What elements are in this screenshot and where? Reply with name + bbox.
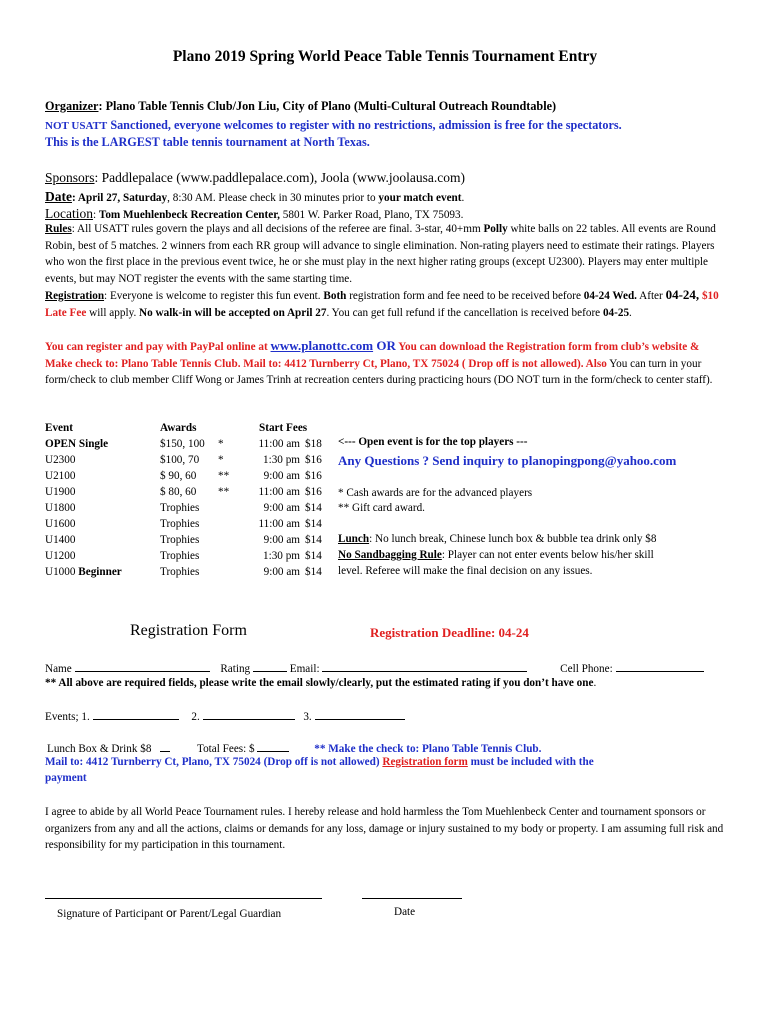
organizer-label: Organizer bbox=[45, 99, 99, 113]
lunch-fees-row bbox=[47, 740, 541, 755]
lunch-box-label: Lunch Box & Drink $8 bbox=[47, 743, 152, 755]
registration-text-b: registration form and fee need to be received before bbox=[346, 290, 584, 302]
event-start-time: 9:00 am bbox=[263, 566, 300, 578]
date-caption: Date bbox=[394, 906, 416, 918]
registration-text-e: . You can get full refund if the cancellation is received before bbox=[326, 306, 603, 319]
location-address: 5801 W. Parker Road, Plano, TX 75093. bbox=[279, 209, 464, 221]
location-label: Location bbox=[45, 206, 93, 221]
event-fee: $14 bbox=[305, 566, 322, 578]
registration-text-d: will apply. bbox=[86, 306, 140, 319]
registration-paragraph bbox=[45, 287, 727, 321]
total-fees-field[interactable] bbox=[257, 740, 289, 752]
event-1-field[interactable] bbox=[93, 708, 179, 720]
total-fees-label: Total Fees: $ bbox=[197, 743, 255, 755]
event-2-field[interactable] bbox=[203, 708, 295, 720]
location-line bbox=[45, 206, 463, 222]
date-line-field[interactable] bbox=[362, 898, 462, 899]
notice-sanctioned: Sanctioned, everyone welcomes to register with no restrictions, admission is free for the spectators. bbox=[107, 118, 622, 132]
registration-both: Both bbox=[323, 290, 347, 302]
event-award: Trophies bbox=[160, 534, 200, 546]
required-note-text: ** All above are required fields, please write the email slowly/clearly, put the estimated rating if you don’t have one bbox=[45, 677, 594, 689]
event-start-time: 1:30 pm bbox=[263, 550, 300, 562]
event-start-time: 11:00 am bbox=[258, 438, 300, 450]
planottc-link[interactable]: www.planottc.com bbox=[270, 338, 374, 353]
name-label: Name bbox=[45, 663, 72, 675]
event-start-time: 11:00 am bbox=[258, 486, 300, 498]
fee-column bbox=[305, 436, 322, 580]
location-colon: : bbox=[92, 209, 99, 221]
event-name: U1800 bbox=[45, 502, 76, 514]
mail-instructions-payment: payment bbox=[45, 772, 87, 784]
registration-text-f: . bbox=[629, 306, 632, 319]
email-field[interactable] bbox=[322, 660, 527, 672]
paypal-or: OR bbox=[373, 338, 396, 353]
questions-contact: Any Questions ? Send inquiry to planopingpong@yahoo.com bbox=[338, 453, 677, 468]
sandbagging-rule bbox=[338, 549, 654, 561]
event-name: U1900 bbox=[45, 486, 76, 498]
organizer-line bbox=[45, 99, 556, 114]
rating-label: Rating bbox=[220, 663, 251, 675]
date-value: April 27, Saturday bbox=[75, 192, 168, 204]
lunch-text: : No lunch break, Chinese lunch box & bubble tea drink only $8 bbox=[369, 533, 657, 545]
open-event-note: <--- Open event is for the top players --- bbox=[338, 436, 528, 448]
rating-field[interactable] bbox=[253, 660, 287, 672]
registration-text-a: : Everyone is welcome to register this fun event. bbox=[104, 290, 324, 302]
event-award bbox=[160, 436, 224, 452]
name-rating-row bbox=[45, 660, 704, 675]
rules-text-a: : All USATT rules govern the plays and all decisions of the referee are final. 3-star, 40+mm bbox=[71, 223, 484, 235]
event-fee: $14 bbox=[305, 502, 322, 514]
paypal-paragraph bbox=[45, 338, 727, 389]
organizer-text: : Plano Table Tennis Club/Jon Liu, City of Plano (Multi-Cultural Outreach Roundtable) bbox=[98, 99, 557, 113]
event-name: OPEN Single bbox=[45, 438, 109, 450]
event-fee: $14 bbox=[305, 534, 322, 546]
signature-or: or bbox=[166, 906, 177, 920]
sandbagging-text: : Player can not enter events below his/her skill bbox=[441, 549, 654, 561]
date-line bbox=[45, 189, 464, 205]
date-label: Date bbox=[45, 189, 72, 204]
beginner-label: Beginner bbox=[75, 566, 122, 578]
notice-line-1 bbox=[45, 118, 622, 133]
events-header-awards: Awards bbox=[160, 422, 197, 434]
event-name: U1400 bbox=[45, 534, 76, 546]
events-column bbox=[45, 436, 122, 580]
notice-not-usatt: NOT USATT bbox=[45, 120, 108, 132]
events-header-start-fees: Start Fees bbox=[259, 422, 308, 434]
sponsors-label: Sponsors bbox=[45, 170, 95, 185]
event-fee: $16 bbox=[305, 454, 322, 466]
event-start-time: 9:00 am bbox=[263, 534, 300, 546]
rules-polly: Polly bbox=[483, 223, 508, 235]
event-3-label: 3. bbox=[303, 711, 312, 723]
event-name: U2100 bbox=[45, 470, 76, 482]
event-name: U1600 bbox=[45, 518, 76, 530]
registration-deadline: Registration Deadline: 04-24 bbox=[370, 625, 529, 640]
sponsors-line bbox=[45, 170, 465, 186]
signature-guardian-label: Parent/Legal Guardian bbox=[176, 908, 282, 920]
page-title: Plano 2019 Spring World Peace Table Tennis Tournament Entry bbox=[172, 48, 598, 65]
event-award bbox=[160, 484, 230, 500]
event-start-time: 9:00 am bbox=[263, 502, 300, 514]
paypal-also: Also bbox=[583, 357, 607, 370]
event-fee: $14 bbox=[305, 518, 322, 530]
registration-after-date: 04-24, bbox=[665, 287, 700, 302]
event-award bbox=[160, 452, 224, 468]
start-time-column bbox=[240, 436, 300, 580]
event-start-time: 9:00 am bbox=[263, 470, 300, 482]
cell-phone-field[interactable] bbox=[616, 660, 704, 672]
award-mark: ** bbox=[218, 470, 230, 482]
event-fee: $16 bbox=[305, 470, 322, 482]
cell-phone-label: Cell Phone: bbox=[560, 663, 613, 675]
event-name: U1200 bbox=[45, 550, 76, 562]
mail-instructions bbox=[45, 756, 594, 768]
event-award: Trophies bbox=[160, 566, 200, 578]
registration-form-heading: Registration Form bbox=[130, 622, 247, 639]
rules-text-b: white balls on 22 tables. All events are Round Robin, best of 5 matches. 2 winners from each RR group will advance to single elimination. Non-rating players need to estimate their ratings. Players who won the first place in the previous event twice, he or she must play in the next higher rating groups (except U2300). Players may enter multiple events, but may NOT register the events with the same starting time. bbox=[45, 223, 716, 285]
required-note-end: . bbox=[593, 677, 597, 689]
award-amount: $ 80, 60 bbox=[160, 486, 197, 498]
event-3-field[interactable] bbox=[315, 708, 405, 720]
email-label: Email: bbox=[289, 663, 320, 675]
award-amount: $ 90, 60 bbox=[160, 470, 197, 482]
gift-card-note: ** Gift card award. bbox=[338, 502, 425, 514]
sandbagging-rule-cont: level. Referee will make the final decision on any issues. bbox=[338, 565, 593, 577]
agreement-paragraph: I agree to abide by all World Peace Tournament rules. I hereby release and hold harmless the Tom Muehlenbeck Center and tournament sponsors or organizers from any and all the actions, claims or demands for any loss, damage or injury sustained to my body or property. I am assuming full risk and responsibility for my participation in this tournament. bbox=[45, 806, 724, 851]
signature-participant-label: Signature of Participant bbox=[57, 908, 167, 920]
paypal-text-a: You can register and pay with PayPal online at bbox=[45, 341, 271, 353]
signature-caption bbox=[57, 906, 281, 920]
name-field[interactable] bbox=[75, 660, 210, 672]
events-header-event: Event bbox=[45, 422, 73, 434]
event-fee: $18 bbox=[305, 438, 322, 450]
registration-text-c: After bbox=[636, 290, 666, 302]
award-mark: ** bbox=[218, 486, 230, 498]
make-check-note: ** Make the check to: Plano Table Tennis Club. bbox=[314, 743, 542, 755]
notice-line-2: This is the LARGEST table tennis tournament at North Texas. bbox=[45, 135, 370, 149]
registration-deadline-date: 04-24 Wed. bbox=[583, 290, 637, 302]
events-row bbox=[45, 708, 405, 723]
lunch-box-field[interactable] bbox=[160, 740, 170, 752]
mail-address: Mail to: 4412 Turnberry Ct, Plano, TX 75024 (Drop off is not allowed) bbox=[45, 756, 383, 768]
paypal-text-c: You can turn in your form/check to club member Cliff Wong or James Trinh at recreation centers during practicing hours (DO NOT turn in the form/check to center staff). bbox=[45, 357, 713, 386]
no-walk-in: No walk-in will be accepted on April 27 bbox=[139, 306, 327, 319]
awards-column bbox=[160, 436, 230, 580]
event-award: Trophies bbox=[160, 518, 200, 530]
award-mark: * bbox=[218, 454, 224, 466]
events-label: Events; 1. bbox=[45, 711, 90, 723]
sandbagging-label: No Sandbagging Rule bbox=[338, 549, 442, 561]
mail-instructions-b: must be included with the bbox=[467, 756, 594, 768]
award-amount: $150, 100 bbox=[160, 438, 205, 450]
required-fields-note bbox=[45, 677, 596, 689]
event-fee: $16 bbox=[305, 486, 322, 498]
sponsors-text: : Paddlepalace (www.paddlepalace.com), Joola (www.joolausa.com) bbox=[94, 170, 466, 185]
event-name: U1000 bbox=[45, 566, 76, 578]
event-name-beginner bbox=[45, 564, 122, 580]
event-award: Trophies bbox=[160, 550, 200, 562]
location-venue: Tom Muehlenbeck Recreation Center, bbox=[98, 209, 280, 221]
rules-label: Rules bbox=[45, 223, 72, 235]
lunch-note bbox=[338, 533, 657, 545]
event-award bbox=[160, 468, 230, 484]
cash-award-note: * Cash awards are for the advanced players bbox=[338, 487, 533, 499]
award-amount: $100, 70 bbox=[160, 454, 200, 466]
late-fee: $10 Late Fee bbox=[45, 290, 719, 319]
event-award: Trophies bbox=[160, 502, 200, 514]
award-mark: * bbox=[218, 438, 224, 450]
event-2-label: 2. bbox=[191, 711, 200, 723]
date-colon: : bbox=[72, 192, 76, 204]
event-start-time: 11:00 am bbox=[258, 518, 300, 530]
registration-form-link[interactable]: Registration form bbox=[382, 756, 468, 768]
lunch-label: Lunch bbox=[338, 533, 370, 545]
paypal-text-b: You can download the Registration form from club’s website & Make check to: Plano Table Tennis Club. Mail to: 4412 Turnberry Ct, Plano, TX 75024 ( Drop off is not allowed). bbox=[45, 341, 700, 370]
signature-line[interactable] bbox=[45, 898, 322, 899]
date-time: , 8:30 AM. Please check in 30 minutes prior to bbox=[167, 192, 379, 204]
refund-date: 04-25 bbox=[602, 306, 630, 319]
date-end: . bbox=[461, 192, 465, 204]
date-match-event: your match event bbox=[378, 192, 462, 204]
registration-label: Registration bbox=[45, 290, 105, 302]
rules-paragraph bbox=[45, 221, 727, 287]
event-start-time: 1:30 pm bbox=[263, 454, 300, 466]
event-fee: $14 bbox=[305, 550, 322, 562]
event-name: U2300 bbox=[45, 454, 76, 466]
